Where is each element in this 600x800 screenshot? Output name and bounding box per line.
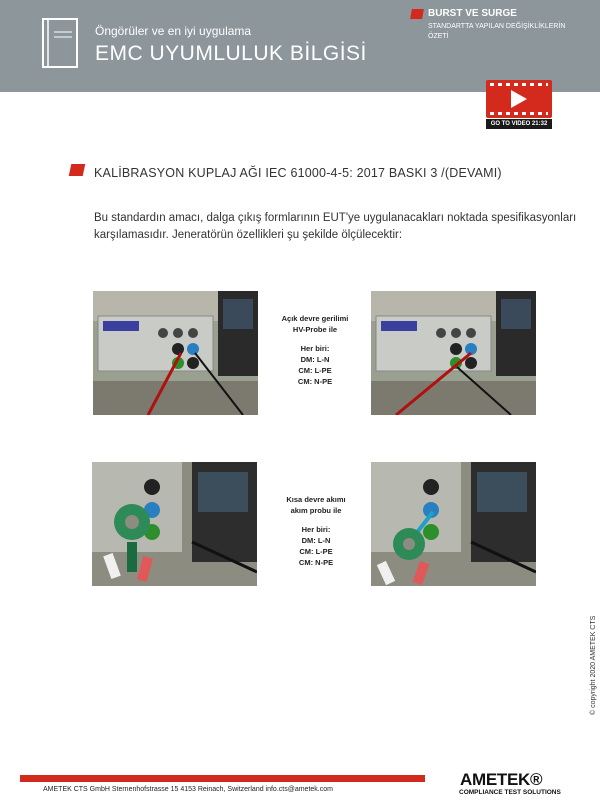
caption-line: CM: L-PE [299, 547, 333, 556]
video-label[interactable]: GO TO VIDEO 21:32 [486, 119, 552, 129]
page-header [0, 0, 600, 92]
photo-short-circuit-right [371, 462, 536, 586]
topic-title: BURST VE SURGE [428, 8, 517, 19]
section-title: KALİBRASYON KUPLAJ AĞI IEC 61000-4-5: 2017 BASKI 3 /(DEVAMI) [94, 166, 502, 180]
caption-line: Kısa devre akımı [286, 495, 346, 504]
photo-short-circuit-left [92, 462, 257, 586]
intro-line-2: karşılamasıdır. Jeneratörün özellikleri şu şekilde ölçülecektir: [94, 229, 403, 241]
photo-open-circuit-right [371, 291, 536, 415]
caption-line: DM: L-N [301, 536, 331, 545]
caption-line: akım probu ile [290, 506, 342, 515]
caption-line: Her biri: [301, 525, 331, 534]
intro-line-1: Bu standardın amacı, dalga çıkış formlarının EUT'ye uygulanacakları noktada spesifikasyonları [94, 212, 577, 224]
caption-short-circuit [261, 494, 371, 568]
topic-subtitle-line2: ÖZETİ [428, 33, 449, 40]
copyright: © copyright 2020 AMETEK CTS [590, 615, 597, 715]
photo-open-circuit-left [93, 291, 258, 415]
ametek-tagline: COMPLIANCE TEST SOLUTIONS [459, 789, 561, 796]
caption-open-circuit [260, 313, 370, 387]
topic-marker [410, 9, 424, 19]
caption-line: DM: L-N [300, 355, 330, 364]
caption-line: CM: L-PE [298, 366, 332, 375]
section-marker [69, 164, 86, 176]
caption-line: HV-Probe ile [292, 325, 338, 334]
caption-line: CM: N-PE [297, 377, 333, 386]
footer-bar [20, 775, 425, 782]
video-button[interactable] [486, 80, 552, 118]
caption-line: CM: N-PE [298, 558, 334, 567]
footer-address: AMETEK CTS GmbH Sternenhofstrasse 15 4153 Reinach, Switzerland info.cts@ametek.com [43, 786, 333, 793]
caption-line: Her biri: [300, 344, 330, 353]
caption-line: Açık devre gerilimi [281, 314, 349, 323]
book-icon [42, 18, 78, 68]
header-subtitle: Öngörüler ve en iyi uygulama [95, 24, 252, 38]
play-icon [511, 90, 527, 108]
topic-subtitle-line1: STANDARTTA YAPILAN DEĞİŞİKLİKLERİN [428, 23, 566, 30]
header-title: EMC UYUMLULUK BİLGİSİ [95, 42, 367, 65]
ametek-logo: AMETEK® [460, 770, 543, 789]
